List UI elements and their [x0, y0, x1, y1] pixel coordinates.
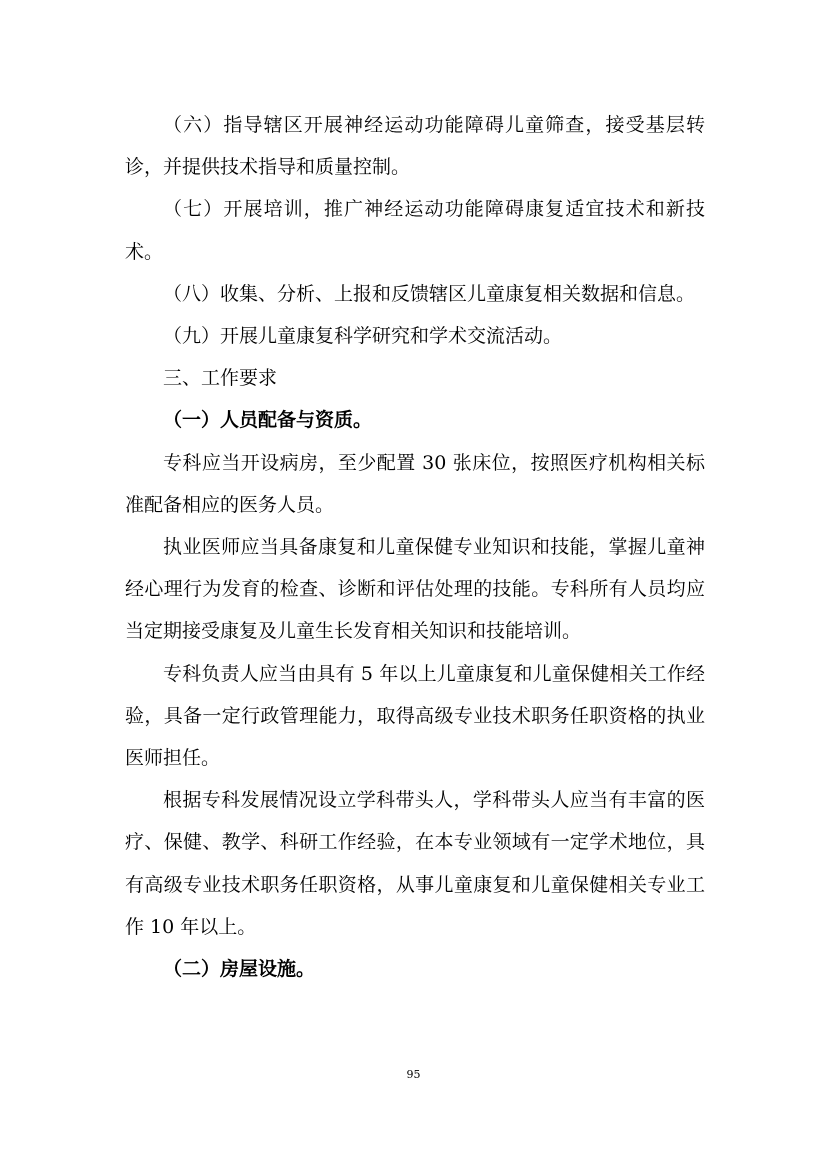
subsection-heading-staffing: （一）人员配备与资质。 — [163, 409, 373, 432]
paragraph-item-9: （九）开展儿童康复科学研究和学术交流活动。 — [163, 325, 563, 348]
paragraph-physician-skills: 执业医师应当具备康复和儿童保健专业知识和技能，掌握儿童神经心理行为发育的检查、诊断和评估处理的技能。专科所有人员均应当定期接受康复及儿童生长发育相关知识和技能培训。 — [125, 536, 705, 643]
paragraph-discipline-leader: 根据专科发展情况设立学科带头人，学科带头人应当有丰富的医疗、保健、教学、科研工作经验，在本专业领域有一定学术地位，具有高级专业技术职务任职资格，从事儿童康复和儿童保健相关专业工作 10 年以上。 — [125, 789, 705, 938]
paragraph-item-8: （八）收集、分析、上报和反馈辖区儿童康复相关数据和信息。 — [163, 282, 696, 305]
subsection-heading-facilities: （二）房屋设施。 — [163, 958, 316, 981]
paragraph-item-7: （七）开展培训，推广神经运动功能障碍康复适宜技术和新技术。 — [125, 198, 705, 263]
paragraph-item-6: （六）指导辖区开展神经运动功能障碍儿童筛查，接受基层转诊，并提供技术指导和质量控制。 — [125, 114, 705, 179]
paragraph-department-head: 专科负责人应当由具有 5 年以上儿童康复和儿童保健相关工作经验，具备一定行政管理能力，取得高级专业技术职务任职资格的执业医师担任。 — [125, 662, 705, 770]
section-heading-work-requirements: 三、工作要求 — [163, 367, 278, 390]
document-body — [125, 104, 705, 990]
page-number: 95 — [406, 1068, 421, 1081]
paragraph-ward-beds: 专科应当开设病房，至少配置 30 张床位，按照医疗机构相关标准配备相应的医务人员。 — [125, 451, 705, 516]
